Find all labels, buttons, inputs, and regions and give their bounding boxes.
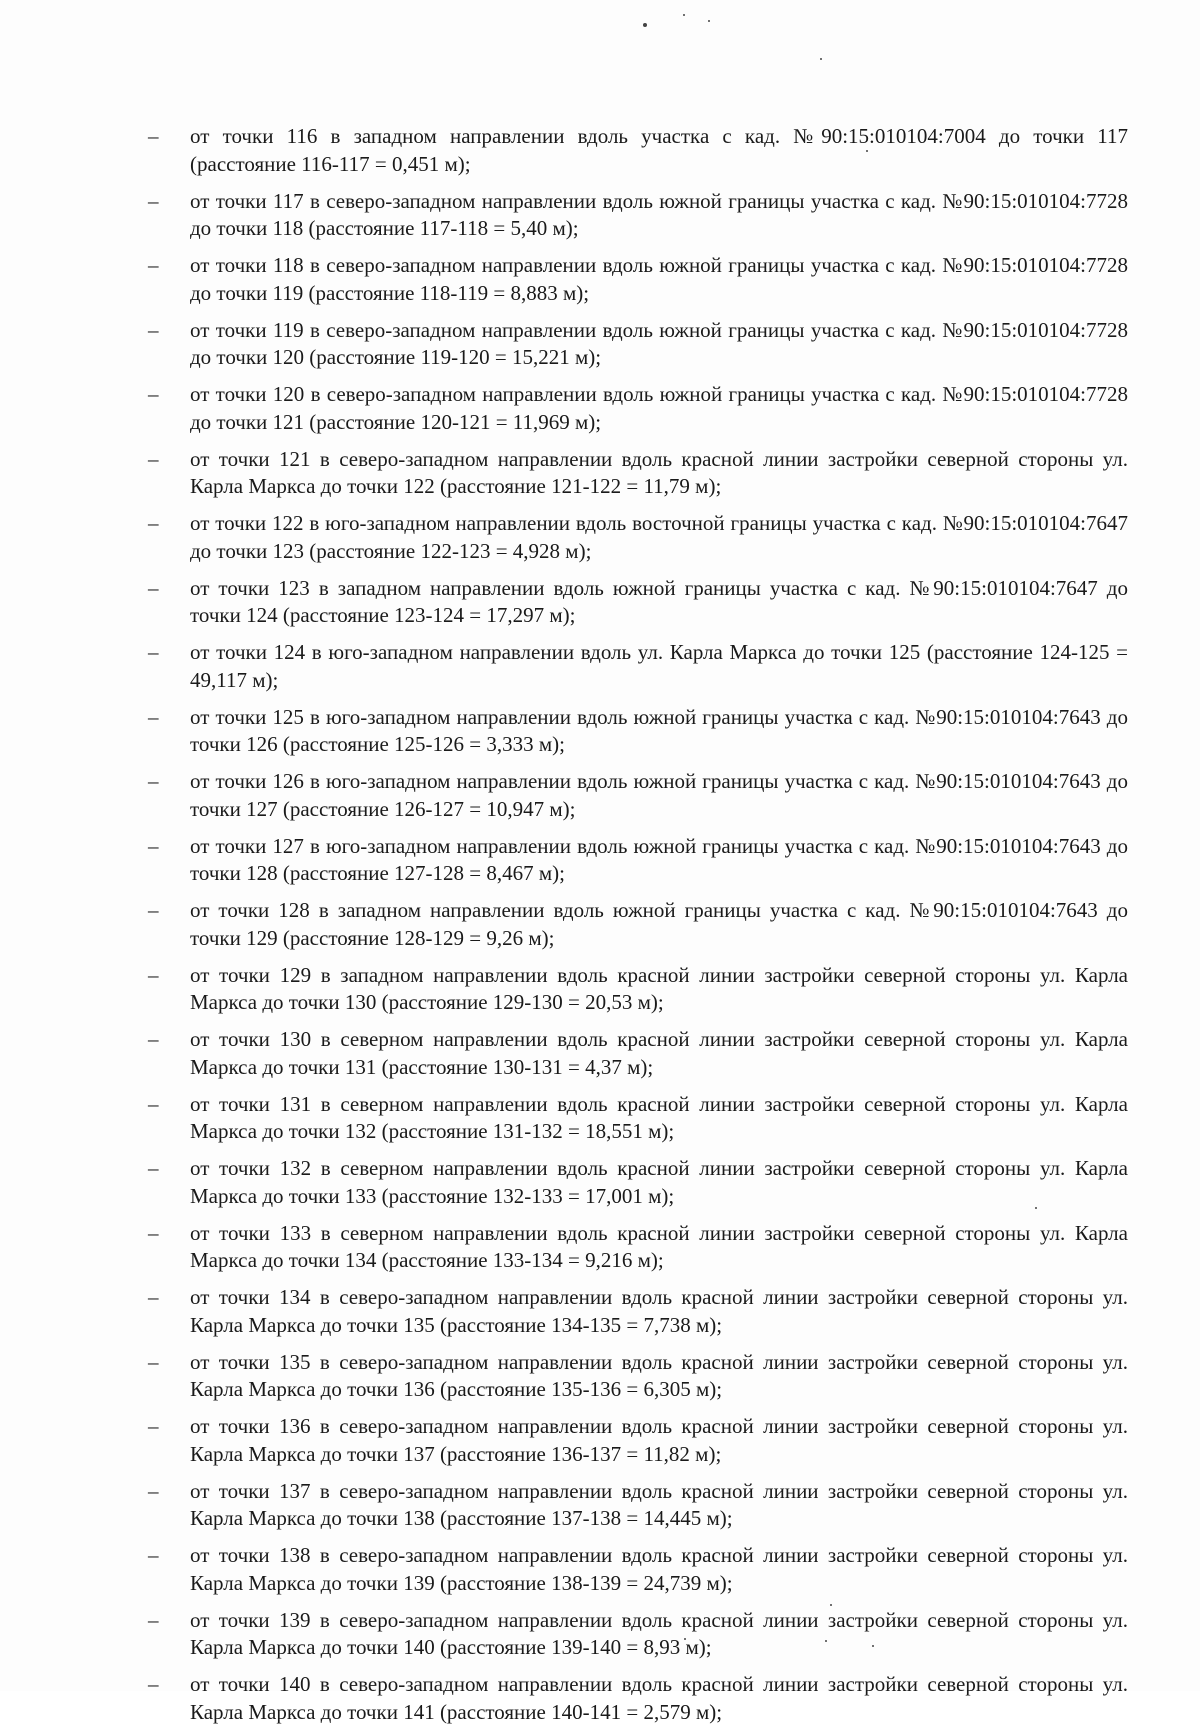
list-item-text: от точки 138 в северо-западном направлении вдоль красной линии застройки северной стороны ул. Карла Маркса до точки 139 (расстояние 138-139 = 24,739 м); [190, 1543, 1128, 1595]
list-bullet: – [148, 769, 159, 793]
list-item-text: от точки 130 в северном направлении вдоль красной линии застройки северной стороны ул. Карла Маркса до точки 131 (расстояние 130-131 = 4,37 м); [190, 1027, 1128, 1079]
list-item [148, 575, 1128, 630]
list-bullet: – [148, 1091, 159, 1116]
scan-speck [643, 23, 647, 27]
list-item-text: от точки 117 в северо-западном направлении вдоль южной границы участка с кад. №90:15:010104:7728 до точки 118 (расстояние 117-118 = 5,40 м); [190, 188, 1128, 240]
list-bullet: – [148, 382, 159, 406]
list-item-text: от точки 125 в юго-западном направлении вдоль южной границы участка с кад. №90:15:010104:7643 до точки 126 (расстояние 125-126 = 3,333 м); [190, 704, 1128, 756]
scan-speck [820, 58, 822, 60]
list-item [148, 1413, 1128, 1468]
list-item-text: от точки 122 в юго-западном направлении вдоль восточной границы участка с кад. №90:15:010104:7647 до точки 123 (расстояние 122-123 = 4,928 м); [190, 511, 1128, 563]
list-bullet: – [148, 1285, 159, 1309]
list-item-text: от точки 137 в северо-западном направлении вдоль красной линии застройки северной стороны ул. Карла Маркса до точки 138 (расстояние 137-138 = 14,445 м); [190, 1478, 1128, 1530]
list-item-text: от точки 123 в западном направлении вдоль южной границы участка с кад. №90:15:010104:7647 до точки 124 (расстояние 123-124 = 17,297 м); [190, 575, 1128, 627]
list-item [148, 1607, 1128, 1662]
list-item [148, 1671, 1128, 1726]
list-item [148, 1478, 1128, 1533]
list-item [148, 381, 1128, 436]
list-bullet: – [148, 511, 159, 535]
list-item [148, 1542, 1128, 1597]
list-item [148, 639, 1128, 694]
list-bullet: – [148, 446, 159, 471]
list-bullet: – [148, 253, 159, 277]
list-item [148, 704, 1128, 759]
list-item-text: от точки 131 в северном направлении вдоль красной линии застройки северной стороны ул. Карла Маркса до точки 132 (расстояние 131-132 = 18,551 м); [190, 1091, 1128, 1143]
list-item-text: от точки 120 в северо-западном направлении вдоль южной границы участка с кад. №90:15:010104:7728 до точки 121 (расстояние 120-121 = 11,969 м); [190, 382, 1128, 434]
list-item [148, 1349, 1128, 1404]
list-item [148, 1220, 1128, 1275]
boundary-description-list [148, 123, 1128, 1736]
list-item-text: от точки 119 в северо-западном направлении вдоль южной границы участка с кад. №90:15:010104:7728 до точки 120 (расстояние 119-120 = 15,221 м); [190, 317, 1128, 369]
list-item [148, 317, 1128, 372]
list-bullet: – [148, 640, 159, 664]
list-bullet: – [148, 1478, 159, 1503]
list-item-text: от точки 118 в северо-западном направлении вдоль южной границы участка с кад. №90:15:010104:7728 до точки 119 (расстояние 118-119 = 8,883 м); [190, 253, 1128, 305]
list-item-text: от точки 126 в юго-западном направлении вдоль южной границы участка с кад. №90:15:010104:7643 до точки 127 (расстояние 126-127 = 10,947 м); [190, 769, 1128, 821]
list-bullet: – [148, 124, 159, 148]
list-bullet: – [148, 898, 159, 922]
list-item-text: от точки 140 в северо-западном направлении вдоль красной линии застройки северной стороны ул. Карла Маркса до точки 141 (расстояние 140-141 = 2,579 м); [190, 1672, 1128, 1724]
list-item [148, 1026, 1128, 1081]
list-item-text: от точки 134 в северо-западном направлении вдоль красной линии застройки северной стороны ул. Карла Маркса до точки 135 (расстояние 134-135 = 7,738 м); [190, 1285, 1128, 1337]
list-item [148, 252, 1128, 307]
list-item [148, 1155, 1128, 1210]
list-bullet: – [148, 1220, 159, 1245]
list-item [148, 768, 1128, 823]
list-item-text: от точки 128 в западном направлении вдоль южной границы участка с кад. №90:15:010104:7643 до точки 129 (расстояние 128-129 = 9,26 м); [190, 898, 1128, 950]
list-item [148, 833, 1128, 888]
list-item-text: от точки 132 в северном направлении вдоль красной линии застройки северной стороны ул. Карла Маркса до точки 133 (расстояние 132-133 = 17,001 м); [190, 1156, 1128, 1208]
list-item [148, 1284, 1128, 1339]
list-item [148, 962, 1128, 1017]
list-item [148, 897, 1128, 952]
list-bullet: – [148, 704, 159, 729]
list-bullet: – [148, 962, 159, 987]
list-item-text: от точки 135 в северо-западном направлении вдоль красной линии застройки северной стороны ул. Карла Маркса до точки 136 (расстояние 135-136 = 6,305 м); [190, 1349, 1128, 1401]
list-item-text: от точки 124 в юго-западном направлении вдоль ул. Карла Маркса до точки 125 (расстояние 124-125 = 49,117 м); [190, 640, 1128, 692]
scan-speck [683, 14, 685, 16]
list-bullet: – [148, 1607, 159, 1632]
list-bullet: – [148, 575, 159, 600]
list-item-text: от точки 121 в северо-западном направлении вдоль красной линии застройки северной стороны ул. Карла Маркса до точки 122 (расстояние 121-122 = 11,79 м); [190, 446, 1128, 498]
list-item [148, 446, 1128, 501]
list-item-text: от точки 129 в западном направлении вдоль красной линии застройки северной стороны ул. Карла Маркса до точки 130 (расстояние 129-130 = 20,53 м); [190, 962, 1128, 1014]
list-item-text: от точки 133 в северном направлении вдоль красной линии застройки северной стороны ул. Карла Маркса до точки 134 (расстояние 133-134 = 9,216 м); [190, 1220, 1128, 1272]
list-bullet: – [148, 833, 159, 858]
list-bullet: – [148, 1672, 159, 1696]
list-bullet: – [148, 1156, 159, 1180]
list-item-text: от точки 136 в северо-западном направлении вдоль красной линии застройки северной стороны ул. Карла Маркса до точки 137 (расстояние 136-137 = 11,82 м); [190, 1414, 1128, 1466]
list-item [148, 188, 1128, 243]
list-bullet: – [148, 1543, 159, 1567]
list-item-text: от точки 116 в западном направлении вдоль участка с кад. №90:15:010104:7004 до точки 117 (расстояние 116-117 = 0,451 м); [190, 124, 1128, 176]
list-bullet: – [148, 1414, 159, 1438]
list-bullet: – [148, 188, 159, 213]
list-item-text: от точки 139 в северо-западном направлении вдоль красной линии застройки северной стороны ул. Карла Маркса до точки 140 (расстояние 139-140 = 8,93 м); [190, 1607, 1128, 1659]
list-item [148, 510, 1128, 565]
list-bullet: – [148, 1027, 159, 1051]
list-item-text: от точки 127 в юго-западном направлении вдоль южной границы участка с кад. №90:15:010104:7643 до точки 128 (расстояние 127-128 = 8,467 м); [190, 833, 1128, 885]
scan-speck [708, 20, 710, 22]
list-item [148, 1091, 1128, 1146]
list-item [148, 123, 1128, 178]
list-bullet: – [148, 317, 159, 342]
list-bullet: – [148, 1349, 159, 1374]
